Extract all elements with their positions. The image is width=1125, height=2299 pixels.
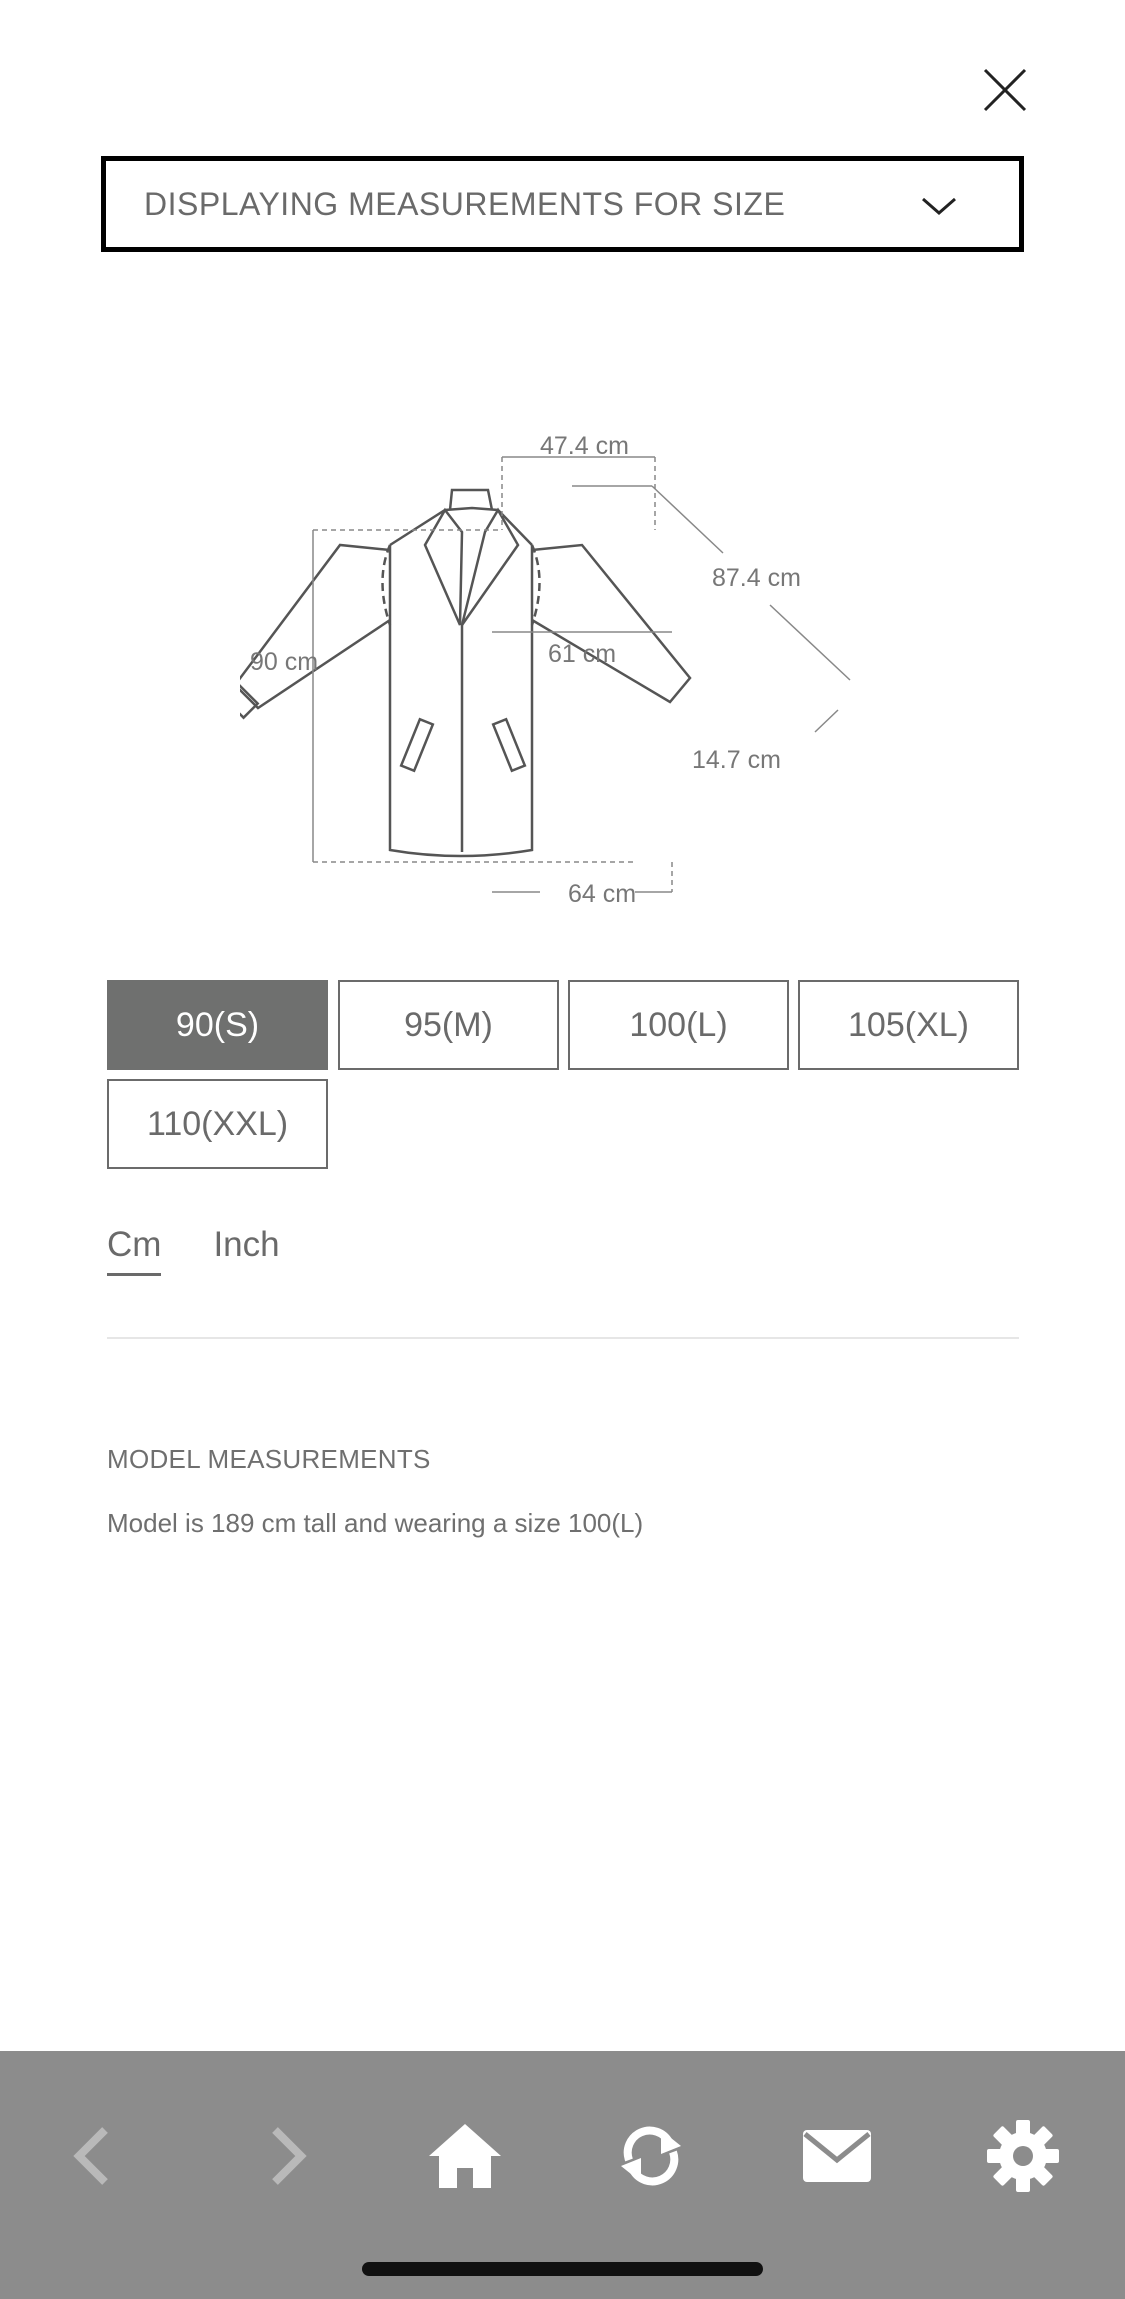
- refresh-button[interactable]: [606, 2111, 696, 2201]
- size-option-l[interactable]: 100(L): [568, 980, 789, 1070]
- back-button[interactable]: [52, 2111, 142, 2201]
- divider: [107, 1337, 1019, 1339]
- home-icon: [425, 2116, 505, 2196]
- refresh-icon: [611, 2116, 691, 2196]
- coat-diagram-svg: [240, 420, 880, 920]
- size-option-xl[interactable]: 105(XL): [798, 980, 1019, 1070]
- hem-measurement: 64 cm: [568, 880, 637, 908]
- cuff-measurement: 14.7 cm: [692, 746, 781, 774]
- chest-measurement: 61 cm: [548, 640, 617, 668]
- forward-button[interactable]: [238, 2111, 328, 2201]
- gear-icon: [983, 2116, 1063, 2196]
- model-measurements-text: Model is 189 cm tall and wearing a size 100(L): [107, 1508, 644, 1538]
- shoulder-measurement: 47.4 cm: [540, 432, 629, 460]
- size-select[interactable]: [101, 156, 1024, 252]
- size-option-xxl[interactable]: 110(XXL): [107, 1079, 328, 1169]
- unit-toggle: [107, 1225, 332, 1276]
- length-measurement: 90 cm: [250, 648, 319, 676]
- settings-button[interactable]: [978, 2111, 1068, 2201]
- unit-cm[interactable]: Cm: [107, 1225, 161, 1276]
- home-button[interactable]: [420, 2111, 510, 2201]
- mail-icon: [797, 2116, 877, 2196]
- forward-icon: [243, 2116, 323, 2196]
- size-option-m[interactable]: 95(M): [338, 980, 559, 1070]
- sleeve-measurement: 87.4 cm: [712, 564, 801, 592]
- size-option-s[interactable]: 90(S): [107, 980, 328, 1070]
- model-measurements-title: MODEL MEASUREMENTS: [107, 1444, 431, 1474]
- close-icon: [975, 60, 1035, 120]
- home-indicator[interactable]: [362, 2262, 763, 2276]
- measurement-diagram: [240, 420, 880, 920]
- close-button[interactable]: [975, 60, 1035, 120]
- chevron-down-icon: [919, 191, 959, 221]
- size-select-label: DISPLAYING MEASUREMENTS FOR SIZE: [144, 185, 786, 222]
- mail-button[interactable]: [792, 2111, 882, 2201]
- back-icon: [57, 2116, 137, 2196]
- measure-lines: [313, 457, 850, 892]
- unit-inch[interactable]: Inch: [213, 1225, 280, 1264]
